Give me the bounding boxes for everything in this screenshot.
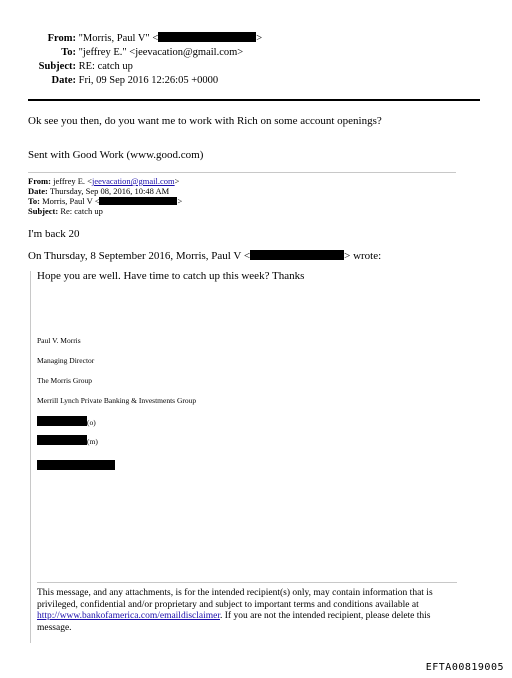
signature-mobile-phone: [37, 435, 98, 446]
quote-bar: [30, 271, 31, 643]
disclaimer-text-2: . If you are not the intended recipient, please delete this message.: [37, 611, 431, 633]
reply-text: I'm back 20: [28, 228, 80, 240]
from-label: From:: [47, 33, 76, 44]
quoted-message-text: Hope you are well. Have time to catch up this week? Thanks: [37, 270, 305, 282]
redaction-box: [250, 250, 344, 260]
redaction-box: [37, 416, 87, 426]
quoted-divider: [28, 172, 456, 173]
message-signature: Sent with Good Work (www.good.com): [28, 149, 204, 161]
signature-office-phone: [37, 416, 96, 427]
quoted-date-value: Thursday, Sep 08, 2016, 10:48 AM: [49, 186, 170, 196]
subject-label: Subject:: [38, 61, 76, 72]
date-value: Fri, 09 Sep 2016 12:26:05 +0000: [78, 75, 219, 86]
date-label: Date:: [51, 75, 76, 86]
quoted-to-row: [28, 196, 182, 206]
quoted-from-row: [28, 176, 182, 186]
quoted-from-tail: >: [174, 176, 180, 186]
to-value: "jeffrey E." <jeevacation@gmail.com>: [78, 47, 244, 58]
reply-attribution: [28, 250, 381, 262]
signature-group: The Morris Group: [37, 376, 92, 385]
document-id: EFTA00819005: [425, 662, 504, 673]
header-divider: [28, 99, 480, 101]
attribution-prefix: On Thursday, 8 September 2016, Morris, Paul V <: [28, 250, 251, 262]
from-tail: >: [256, 33, 263, 44]
quoted-to-value: Morris, Paul V <: [42, 196, 100, 206]
header-to-row: [20, 46, 262, 60]
redaction-box: [158, 32, 256, 42]
redaction-box: [37, 435, 87, 445]
email-header: [20, 32, 262, 88]
signature-firm: Merrill Lynch Private Banking & Investments Group: [37, 396, 197, 405]
disclaimer-divider: [37, 582, 457, 583]
office-suffix: (o): [87, 418, 96, 427]
header-subject-row: [20, 60, 262, 74]
quoted-from-label: From:: [28, 176, 51, 186]
quoted-date-label: Date:: [28, 186, 48, 196]
quoted-subject-value: Re: catch up: [60, 206, 103, 216]
header-from-row: [20, 32, 262, 46]
redaction-box: [37, 460, 115, 470]
quoted-to-label: To:: [28, 196, 40, 206]
quoted-from-email-link[interactable]: jeevacation@gmail.com: [91, 176, 175, 186]
disclaimer: [37, 588, 467, 634]
quoted-header: [28, 176, 182, 216]
redaction-box: [99, 197, 177, 205]
subject-value: RE: catch up: [78, 61, 133, 72]
quoted-to-tail: >: [177, 196, 183, 206]
header-date-row: [20, 74, 262, 88]
signature-name: Paul V. Morris: [37, 336, 81, 345]
quoted-subject-label: Subject:: [28, 206, 59, 216]
quoted-date-row: [28, 186, 182, 196]
quoted-from-name: jeffrey E. <: [53, 176, 92, 186]
from-value: "Morris, Paul V" <: [78, 33, 159, 44]
quoted-subject-row: [28, 206, 182, 216]
disclaimer-link[interactable]: http://www.bankofamerica.com/emaildisclaimer: [37, 611, 220, 621]
message-text: Ok see you then, do you want me to work with Rich on some account openings?: [28, 115, 382, 127]
signature-title: Managing Director: [37, 356, 95, 365]
signature-email: [37, 456, 115, 474]
mobile-suffix: (m): [87, 437, 98, 446]
attribution-suffix: > wrote:: [344, 250, 382, 262]
to-label: To:: [61, 47, 76, 58]
disclaimer-text-1: This message, and any attachments, is for the intended recipient(s) only, may contain information that is privileged, confidential and/or proprietary and subject to important terms and conditions available at: [37, 588, 433, 610]
